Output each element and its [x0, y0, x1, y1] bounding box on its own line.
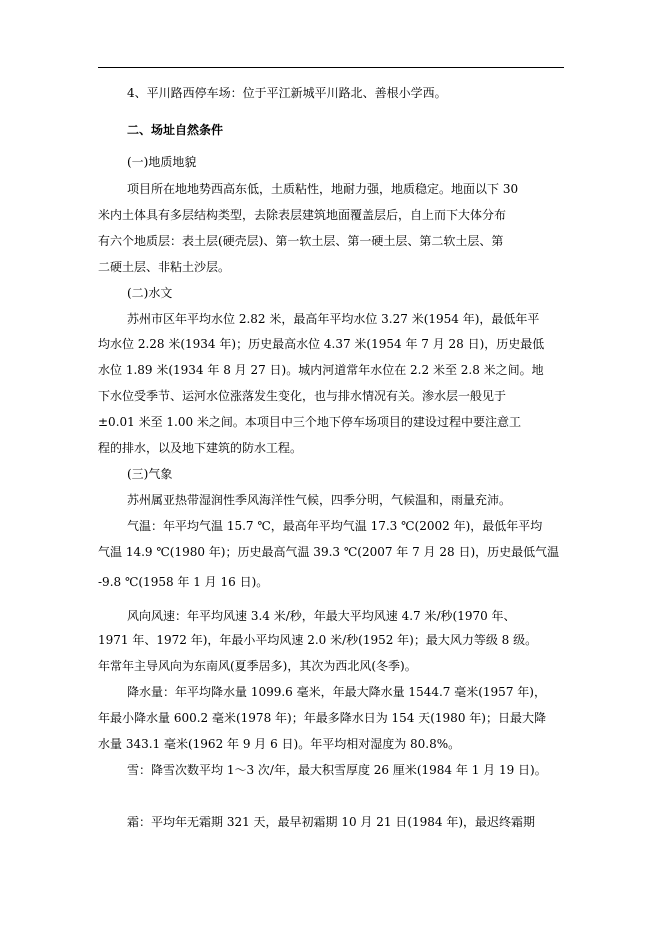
climate-line: 气温：年平均气温 15.7 ℃，最高年平均气温 17.3 ℃(2002 年)，最低年平均 — [127, 519, 543, 533]
hydrology-line: 苏州市区年平均水位 2.82 米，最高年平均水位 3.27 米(1954 年)，最低年平 — [127, 312, 540, 326]
climate-line: 水量 343.1 毫米(1962 年 9 月 6 日)。年平均相对湿度为 80.8%。 — [98, 737, 461, 751]
header-rule — [98, 67, 564, 68]
climate-line: 年常年主导风向为东南风(夏季居多)，其次为西北风(冬季)。 — [98, 659, 417, 673]
climate-line: 苏州属亚热带湿润性季风海洋性气候，四季分明，气候温和，雨量充沛。 — [127, 493, 512, 507]
hydrology-line: ±0.01 米至 1.00 米之间。本项目中三个地下停车场项目的建设过程中要注意工 — [98, 415, 521, 429]
climate-line: 降水量：年平均降水量 1099.6 毫米，年最大降水量 1544.7 毫米(1957 年)， — [127, 685, 546, 699]
hydrology-line: 均水位 2.28 米(1934 年)；历史最高水位 4.37 米(1954 年 7 月 28 日)，历史最低 — [98, 337, 545, 351]
climate-line: -9.8 ℃(1958 年 1 月 16 日)。 — [98, 575, 269, 589]
section-heading: 二、场址自然条件 — [127, 123, 224, 137]
item-4-text: 4、平川路西停车场：位于平江新城平川路北、善根小学西。 — [127, 86, 447, 100]
climate-line: 霜：平均年无霜期 321 天，最早初霜期 10 月 21 日(1984 年)，最迟终霜期 — [127, 815, 536, 829]
climate-line: 气温 14.9 ℃(1980 年)；历史最高气温 39.3 ℃(2007 年 7 月 28 日)，历史最低气温 — [98, 545, 560, 559]
geology-line: 二硬土层、非粘土沙层。 — [98, 260, 231, 274]
climate-line: 雪：降雪次数平均 1～3 次/年，最大积雪厚度 26 厘米(1984 年 1 月 19 日)。 — [127, 763, 547, 777]
hydrology-line: 程的排水，以及地下建筑的防水工程。 — [98, 441, 303, 455]
geology-title: (一)地质地貌 — [127, 155, 197, 169]
geology-line: 有六个地质层：表土层(硬壳层)、第一软土层、第一硬土层、第二软土层、第 — [98, 234, 504, 248]
geology-line: 项目所在地地势西高东低，土质粘性，地耐力强，地质稳定。地面以下 30 — [127, 182, 519, 196]
hydrology-line: 下水位受季节、运河水位涨落发生变化，也与排水情况有关。渗水层一般见于 — [98, 389, 507, 403]
climate-title: (三)气象 — [127, 467, 173, 481]
climate-line: 1971 年、1972 年)，年最小平均风速 2.0 米/秒(1952 年)；最大风力等级 8 级。 — [98, 633, 538, 647]
hydrology-title: (二)水文 — [127, 286, 173, 300]
geology-line: 米内土体具有多层结构类型，去除表层建筑地面覆盖层后，自上而下大体分布 — [98, 208, 507, 222]
climate-line: 年最小降水量 600.2 毫米(1978 年)；年最多降水日为 154 天(1980 年)；日最大降 — [98, 711, 546, 725]
hydrology-line: 水位 1.89 米(1934 年 8 月 27 日)。城内河道常年水位在 2.2 米至 2.8 米之间。地 — [98, 363, 544, 377]
climate-line: 风向风速：年平均风速 3.4 米/秒，年最大平均风速 4.7 米/秒(1970 年、 — [127, 609, 516, 623]
